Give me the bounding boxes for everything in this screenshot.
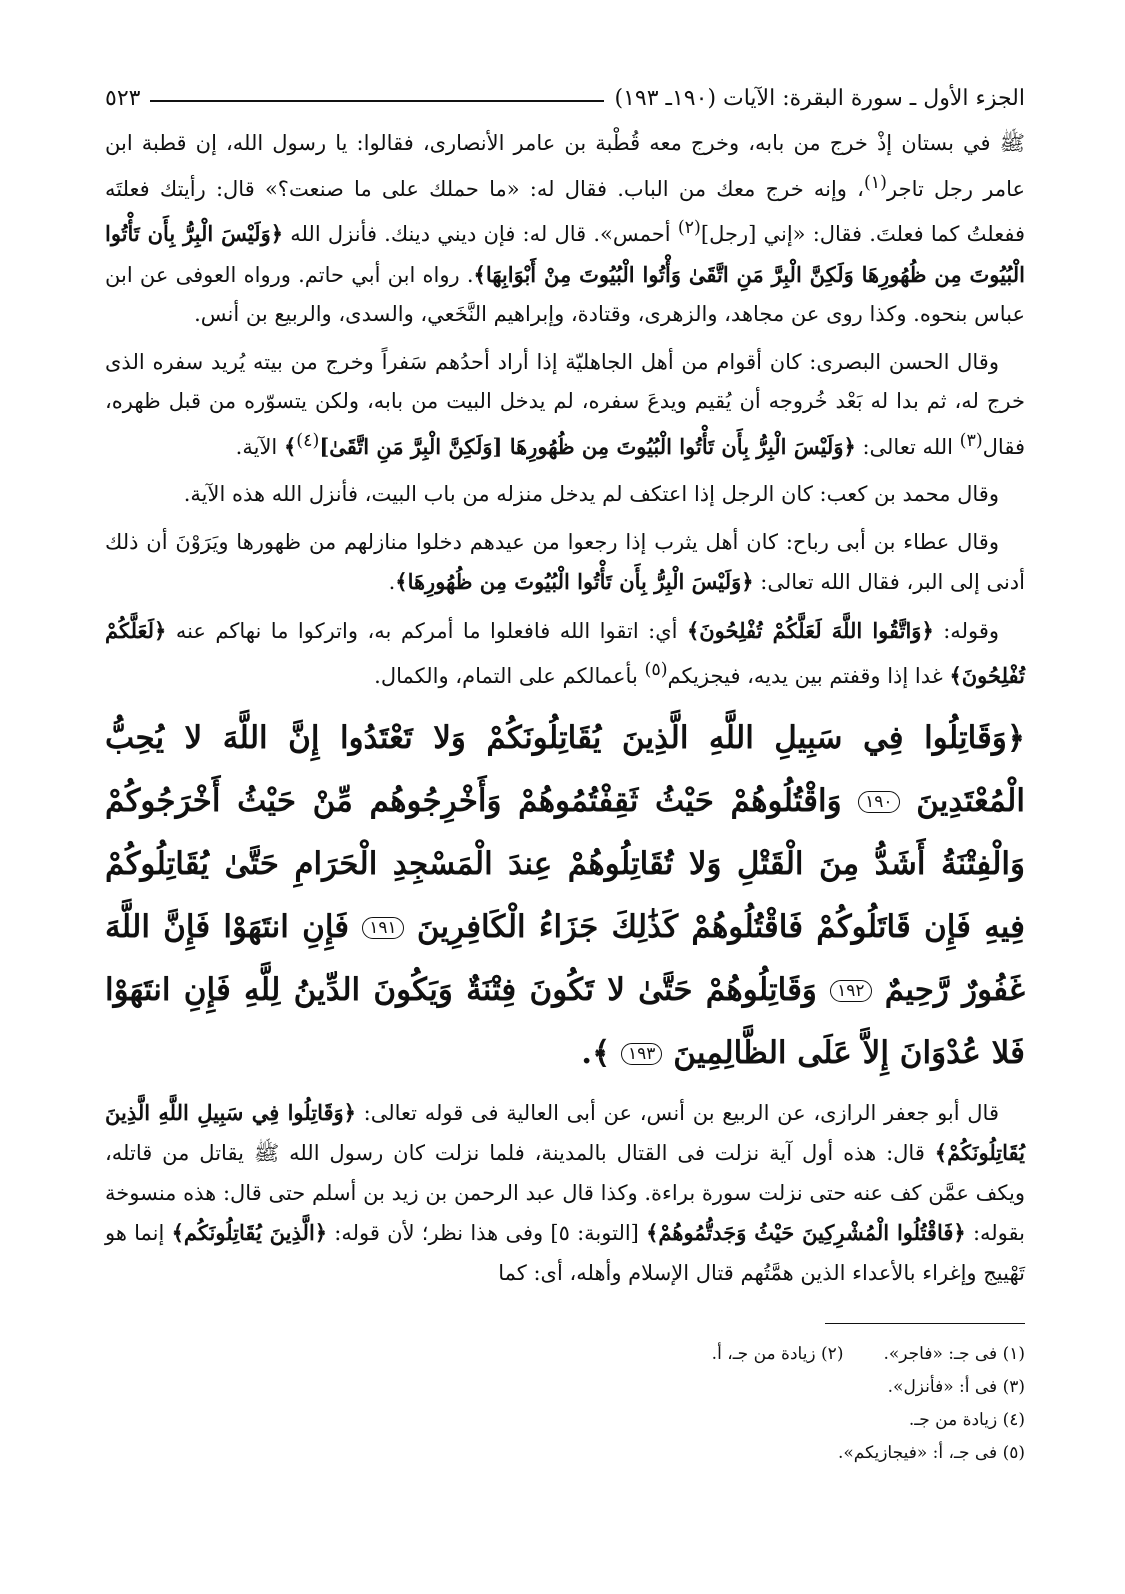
verse-number: ١٩١ [362, 917, 403, 939]
running-title: الجزء الأول ـ سورة البقرة: الآيات (١٩٠ـ ١٩٣) [614, 86, 1025, 111]
quran-quote: ﴿فَاقْتُلُوا الْمُشْرِكِينَ حَيْثُ وَجَدتُّمُوهُمْ﴾ [646, 1220, 966, 1245]
text-run: وقال عطاء بن أبى رباح: كان أهل يثرب إذا رجعوا من عيدهم دخلوا منازلهم من ظهورها ويَرَوْنَ أن ذلك أدنى إلى البر، فقال الله تعالى: [105, 529, 1025, 594]
quran-quote: ﴿الَّذِينَ يُقَاتِلُونَكُم﴾ [171, 1220, 328, 1245]
text-run: . [388, 570, 396, 594]
text-run: أي: اتقوا الله فافعلوا ما أمركم به، واتركوا ما نهاكم عنه [166, 618, 687, 643]
text-run: وقوله: [933, 618, 999, 643]
text-run: [التوبة: ٥] وفى هذا نظر؛ لأن قوله: [327, 1221, 647, 1245]
paragraph [105, 124, 1025, 335]
quran-quote: ﴿وَلَيْسَ الْبِرُّ بِأَن تَأْتُوا الْبُيُوتَ مِن ظُهُورِهَا﴾ [395, 569, 754, 594]
text-run: الله تعالى: [855, 434, 960, 459]
verse-text: وَاقْتُلُوهُمْ حَيْثُ ثَقِفْتُمُوهُمْ وَأَخْرِجُوهُم مِّنْ حَيْثُ أَخْرَجُوكُمْ وَالْفِتْنَةُ أَشَدُّ مِنَ الْقَتْلِ وَلا تُقَاتِلُوهُمْ عِندَ الْمَسْجِدِ الْحَرَامِ حَتَّىٰ يُقَاتِلُوكُمْ فِيهِ فَإِن قَاتَلُوكُمْ فَاقْتُلُوهُمْ كَذَٰلِكَ جَزَاءُ الْكَافِرِينَ [105, 782, 1025, 945]
paragraph [105, 1093, 1025, 1294]
text-run: وقال الحسن البصرى: كان أقوام من أهل الجاهليّة إذا أراد أحدُهم سَفراً وخرج من بيته يُريد سفره الذى خرج له، ثم بدا له بَعْد خُروجه أن يُقيم ويدعَ سفره، لم يدخل البيت من بابه، ولكن يتسوّره من قبل ظهره، فقال [105, 349, 1025, 459]
text-run: ﷺ في بستان إذْ خرج من بابه، وخرج معه قُطْبة بن عامر الأنصارى، فقالوا: يا رسول الله، إن قطبة ابن عامر رجل تاجر [105, 131, 1026, 201]
running-head [105, 82, 1025, 116]
footnote-rule [825, 1323, 1025, 1324]
footnotes [105, 1338, 1025, 1470]
footnote-ref: (٥) [644, 660, 668, 680]
paragraph [105, 343, 1025, 468]
footnote: (٢) زيادة من جـ، أ. [711, 1344, 844, 1364]
footnote-ref: (٤) [296, 430, 320, 451]
verse-text: فَإِنِ انتَهَوْا فَإِنَّ اللَّهَ غَفُورٌ رَّحِيمٌ [105, 908, 1025, 1008]
tafsir-text [105, 124, 1025, 697]
footnote: (٤) زيادة من جـ. [908, 1410, 1025, 1430]
text-run: قال أبو جعفر الرازى، عن الربيع بن أنس، عن أبى العالية فى قوله تعالى: [355, 1100, 999, 1125]
text-run: . رواه ابن أبي حاتم. ورواه العوفى عن ابن عباس بنحوه. وكذا روى عن مجاهد، والزهرى، وقتادة، وإبراهيم النَّخَعي، والسدى، والربيع بن أنس. [105, 262, 1025, 326]
footnote: (٥) فى جـ، أ: «فيجازيكم». [837, 1443, 1025, 1463]
footnote: (١) فى جـ: «فاجر». [883, 1344, 1025, 1364]
page-number: ٥٢٣ [105, 86, 141, 111]
quran-quote: ﴿وَلَيْسَ الْبِرُّ بِأَن تَأْتُوا الْبُيُوتَ مِن ظُهُورِهَا [وَلَكِنَّ الْبِرَّ مَنِ اتَّقَىٰ] [319, 433, 856, 459]
text-run: بأعمالكم على التمام، والكمال. [374, 664, 645, 688]
commentary-text [105, 1093, 1025, 1294]
footnote-row [105, 1338, 1025, 1371]
paragraph [105, 523, 1025, 603]
verse-number: ١٩٠ [858, 791, 899, 813]
footnote-row [105, 1404, 1025, 1437]
text-run: غدا إذا وقفتم بين يديه، فيجزيكم [667, 664, 950, 688]
text-run: ، وإنه خرج معك من الباب. فقال له: «ما حملك على ما صنعت؟» قال: رأيتك فعلتَه ففعلتُ كما فعلتَ. فقال: «إني [رجل] [105, 176, 1025, 246]
verse-text: ﴾. [581, 1034, 622, 1071]
text-run: قال: هذه أول آية نزلت فى القتال بالمدينة، فلما نزلت كان رسول الله ﷺ يقاتل من قاتله، ويكف عمَّن كف عنه حتى نزلت سورة براءة. وكذا قال عبد الرحمن بن زيد بن أسلم حتى قال: هذه منسوخة بقوله: [105, 1141, 1025, 1245]
quran-quote: ﴿وَلَيْسَ الْبِرُّ بِأَن تَأْتُوا الْبُيُوتَ مِن ظُهُورِهَا وَلَكِنَّ الْبِرَّ مَنِ اتَّقَىٰ وَأْتُوا الْبُيُوتَ مِنْ أَبْوَابِهَا﴾ [105, 221, 1025, 287]
footnote-ref: (١) [863, 172, 887, 193]
footnote-ref: (٣) [959, 430, 983, 451]
text-run: إنما هو تَهْييج وإغراء بالأعداء الذين همَّتُهم قتال الإسلام وأهله، أى: كما [105, 1221, 1025, 1285]
header-rule [150, 100, 604, 102]
text-run: الآية. [235, 434, 284, 459]
verse-text: ﴿وَقَاتِلُوا فِي سَبِيلِ اللَّهِ الَّذِينَ يُقَاتِلُونَكُمْ وَلا تَعْتَدُوا إِنَّ اللَّهَ لا يُحِبُّ الْمُعْتَدِينَ [105, 719, 1025, 819]
paragraph [105, 475, 1025, 515]
verse-number: ١٩٢ [830, 980, 871, 1002]
text-run: وقال محمد بن كعب: كان الرجل إذا اعتكف لم يدخل منزله من باب البيت، فأنزل الله هذه الآية. [183, 482, 999, 506]
verse-number: ١٩٣ [621, 1043, 662, 1065]
footnote: (٣) فى أ: «فأنزل». [887, 1377, 1025, 1397]
footnote-ref: (٢) [677, 218, 701, 238]
quran-quote: ﴿وَقَاتِلُوا فِي سَبِيلِ اللَّهِ الَّذِينَ يُقَاتِلُونَكُمْ﴾ [105, 1099, 1025, 1165]
quran-verses [105, 707, 1025, 1085]
book-page [105, 82, 1025, 1470]
footnote-row [105, 1437, 1025, 1470]
quran-quote: ﴾ [283, 433, 297, 459]
verse-text: وَقَاتِلُوهُمْ حَتَّىٰ لا تَكُونَ فِتْنَةٌ وَيَكُونَ الدِّينُ لِلَّهِ فَإِنِ انتَهَوْا فَلا عُدْوَانَ إِلاَّ عَلَى الظَّالِمِينَ [105, 971, 1025, 1071]
quran-quote: ﴿لَعَلَّكُمْ تُفْلِحُونَ﴾ [105, 617, 1025, 688]
footnote-row [105, 1371, 1025, 1404]
quran-quote: ﴿وَاتَّقُوا اللَّهَ لَعَلَّكُمْ تُفْلِحُونَ﴾ [686, 617, 934, 643]
paragraph [105, 611, 1025, 697]
text-run: أحمس». قال له: فإن ديني دينك. فأنزل الله [283, 222, 678, 246]
